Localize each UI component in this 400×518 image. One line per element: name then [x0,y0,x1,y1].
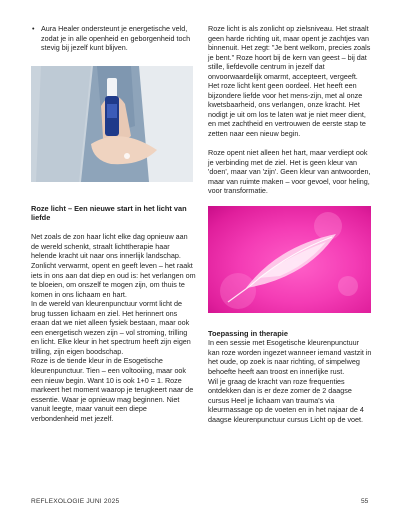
footer-publication: REFLEXOLOGIE JUNI 2025 [31,498,120,505]
photo-pink-feather [208,206,371,313]
paragraph-cursus: Wil je graag de kracht van roze frequenties ontdekken dan is er deze zomer de 2 daagse cursus Heel je lichaam van trauma's via kleurmassage op de voeten en in het najaar de 4 daagse kleurenpunctuur cursus Licht op de voet. [208,376,364,424]
feather-illustration [208,206,371,313]
left-column [31,24,196,423]
bullet-aura-healer: • Aura Healer ondersteunt je energetische veld, zodat je in alle openheid en geborgenheid toch stevig bij jezelf kunt blijven. [41,24,196,53]
paragraph-kleurenpunctuur: In de wereld van kleurenpunctuur vormt licht de brug tussen lichaam en ziel. Het herinnert ons eraan dat we niet alleen fysiek bestaan, maar ook een energetisch wezen zijn – vol stroming, trilling en licht. Elke kleur in het spectrum heeft zijn eigen trilling, zijn eigen boodschap. [31,299,191,356]
paragraph-zonlicht: Net zoals de zon haar licht elke dag opnieuw aan de wereld schenkt, straalt lichttherapie haar helende kracht uit naar ons innerlijk landschap. Zonlicht verwarmt, opent en geeft leven – het raakt iets in ons aan dat diep en oud is: het verlangen om te bloeien, om onszelf te mogen zijn, om thuis te komen in ons lichaam en hart. [31,232,196,299]
paragraph-zielsniveau: Roze licht is als zonlicht op zielsniveau. Het straalt geen harde richting uit, maar opent je zachtjes van binnenuit. Het zegt: "Je bent welkom, precies zoals je bent." Roze hoort bij de kern van geest – bij dat stille, liefdevolle centrum in jezelf dat onvoorwaardelijk omarmt, accepteert, vergeeft. [208,24,371,81]
photo-illustration [31,66,193,182]
paragraph-hart-ziel: Roze opent niet alleen het hart, maar verdiept ook je verbinding met de ziel. Het is geen kleur van 'doen', maar van 'zijn'. Geen kleur van antwoorden, maar van ruimte maken – voor gevoel, voor heling, voor transformatie. [208,148,371,196]
heading-roze-licht: Roze licht – Een nieuwe start in het licht van liefde [31,203,187,223]
photo-spray-bottle-hands [31,66,193,182]
paragraph-tiende-kleur: Roze is de tiende kleur in de Esogetische kleurenpunctuur. Tien – een voltooiing, maar ook een nieuw begin. Want 10 is ook 1+0 = 1. Roze markeert het moment waarop je terugkeert naar de essentie. Waar je opnieuw mag beginnen. Niet vanuit leegte, maar vanuit een diepe verbondenheid met jezelf. [31,356,194,423]
right-column [208,24,372,424]
paragraph-sessie: In een sessie met Esogetische kleurenpunctuur kan roze worden ingezet wanneer iemand vastzit in het oude, op zoek is naar richting, of simpelweg behoefte heeft aan troost en innerlijke rust. [208,338,372,377]
paragraph-geen-oordeel: Het roze licht kent geen oordeel. Het heeft een bijzondere liefde voor het mens-zijn, met al onze kwetsbaarheid, ons verlangen, onze kracht. Het nodigt je uit om los te laten wat je niet meer dient, en met zachtheid en vertrouwen de eerste stap te zetten naar een nieuw begin. [208,81,366,139]
page-number: 55 [361,498,369,505]
bullet-list [31,24,196,53]
heading-toepassing: Toepassing in therapie [208,328,288,338]
